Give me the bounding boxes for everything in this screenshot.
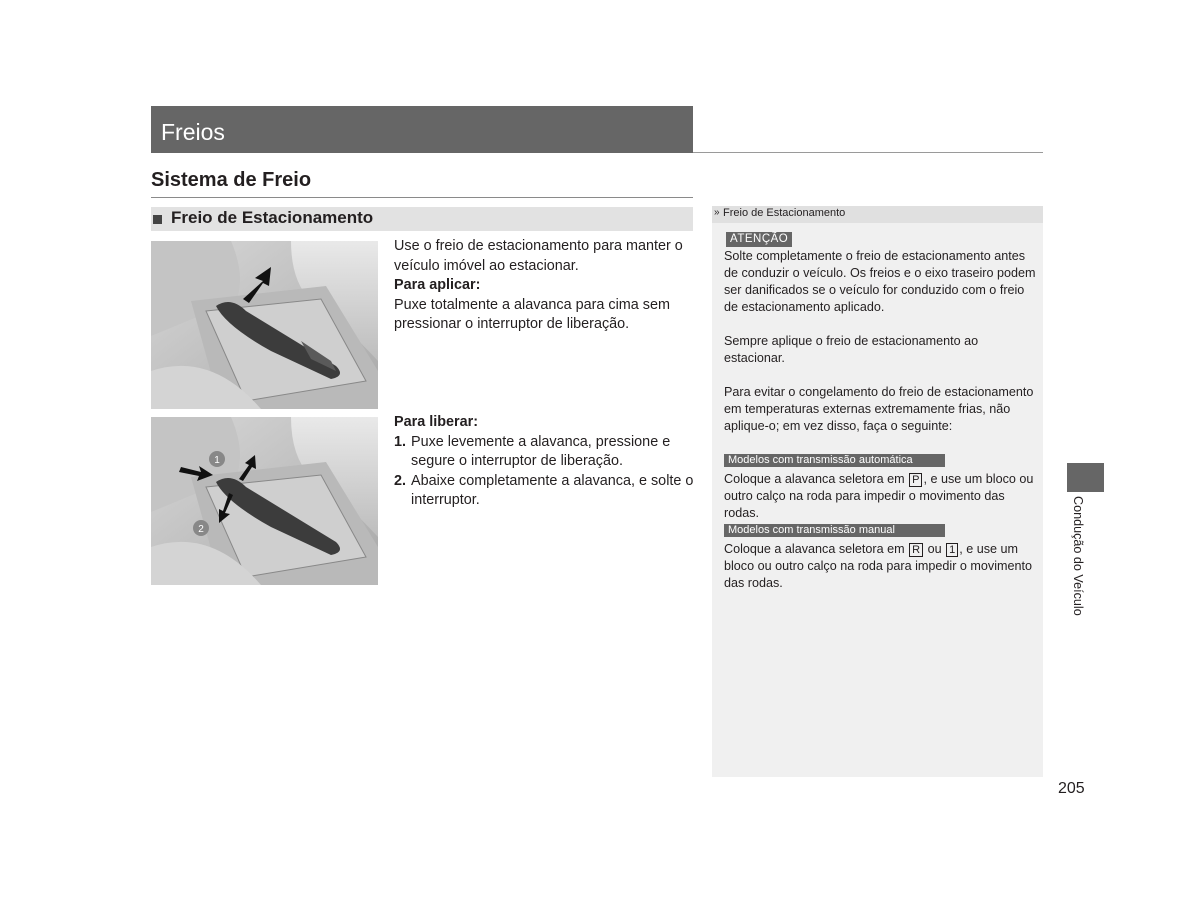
chapter-tab: [1067, 463, 1104, 492]
warning-paragraph: Solte completamente o freio de estacionamento antes de conduzir o veículo. Os freios e o eixo traseiro podem ser danificados se o veículo for conduzido com o freio de estacionamento aplicado.: [724, 249, 1036, 314]
para-freezing: [724, 384, 1039, 435]
chapter-tab-label: Condução do Veículo: [1071, 496, 1085, 616]
apply-label: Para aplicar:: [394, 277, 481, 293]
subsection-title: Freio de Estacionamento: [171, 208, 374, 227]
parking-brake-release-illustration: [151, 417, 378, 585]
warning-text: [724, 248, 1039, 316]
step-number: 2.: [394, 472, 407, 489]
selector-key-1: 1: [946, 543, 958, 557]
square-bullet-icon: [153, 215, 162, 224]
release-step: [394, 433, 694, 472]
text: , e use um bloco ou outro calço na roda para impedir o movimento das rodas.: [724, 472, 1034, 520]
text: , e use um bloco ou outro calço na roda para impedir o movimento das rodas.: [724, 542, 1033, 590]
release-step: [394, 472, 694, 511]
paragraph: [724, 471, 1039, 522]
automatic-models-badge: Modelos com transmissão automática: [724, 454, 945, 467]
subsection-header: [151, 207, 693, 231]
text: Coloque a alavanca seletora em: [724, 472, 909, 486]
parking-brake-apply-illustration: [151, 241, 378, 409]
paragraph: Sempre aplique o freio de estacionamento ao estacionar.: [724, 334, 979, 365]
warning-badge: ATENÇÃO: [726, 232, 792, 247]
chapter-header: [151, 106, 693, 153]
paragraph: [724, 541, 1039, 592]
paragraph: Para evitar o congelamento do freio de estacionamento em temperaturas externas extremamente frias, não aplique-o; em vez disso, faça o seguinte:: [724, 385, 1034, 433]
manual-instructions: [724, 541, 1039, 592]
page-number: 205: [1058, 780, 1085, 797]
automatic-instructions: [724, 471, 1039, 522]
step-text: Puxe levemente a alavanca, pressione e segure o interruptor de liberação.: [411, 433, 671, 469]
reference-arrow-icon: »: [714, 207, 720, 218]
release-instructions: [394, 413, 694, 511]
callout-2: 2: [198, 524, 204, 535]
step-number: 1.: [394, 433, 407, 450]
sidebar-header-label: Freio de Estacionamento: [723, 207, 846, 219]
sidebar-note: [712, 206, 1043, 777]
text: ou: [924, 542, 946, 556]
section-rule: [151, 197, 693, 198]
para-always-apply: [724, 333, 1039, 367]
section-title: Sistema de Freio: [151, 169, 312, 191]
step-text: Abaixe completamente a alavanca, e solte o interruptor.: [411, 472, 694, 508]
selector-key-p: P: [909, 473, 922, 487]
text: Coloque a alavanca seletora em: [724, 542, 909, 556]
manual-models-badge: Modelos com transmissão manual: [724, 524, 945, 537]
release-label: Para liberar:: [394, 414, 478, 430]
intro-text: Use o freio de estacionamento para manter o veículo imóvel ao estacionar.: [394, 238, 683, 274]
apply-instructions: [394, 237, 694, 335]
chapter-rule: [693, 152, 1043, 153]
selector-key-r: R: [909, 543, 923, 557]
apply-text: Puxe totalmente a alavanca para cima sem pressionar o interruptor de liberação.: [394, 296, 670, 332]
callout-1: 1: [214, 455, 220, 466]
chapter-title: Freios: [161, 119, 225, 145]
sidebar-header: [712, 206, 1043, 223]
